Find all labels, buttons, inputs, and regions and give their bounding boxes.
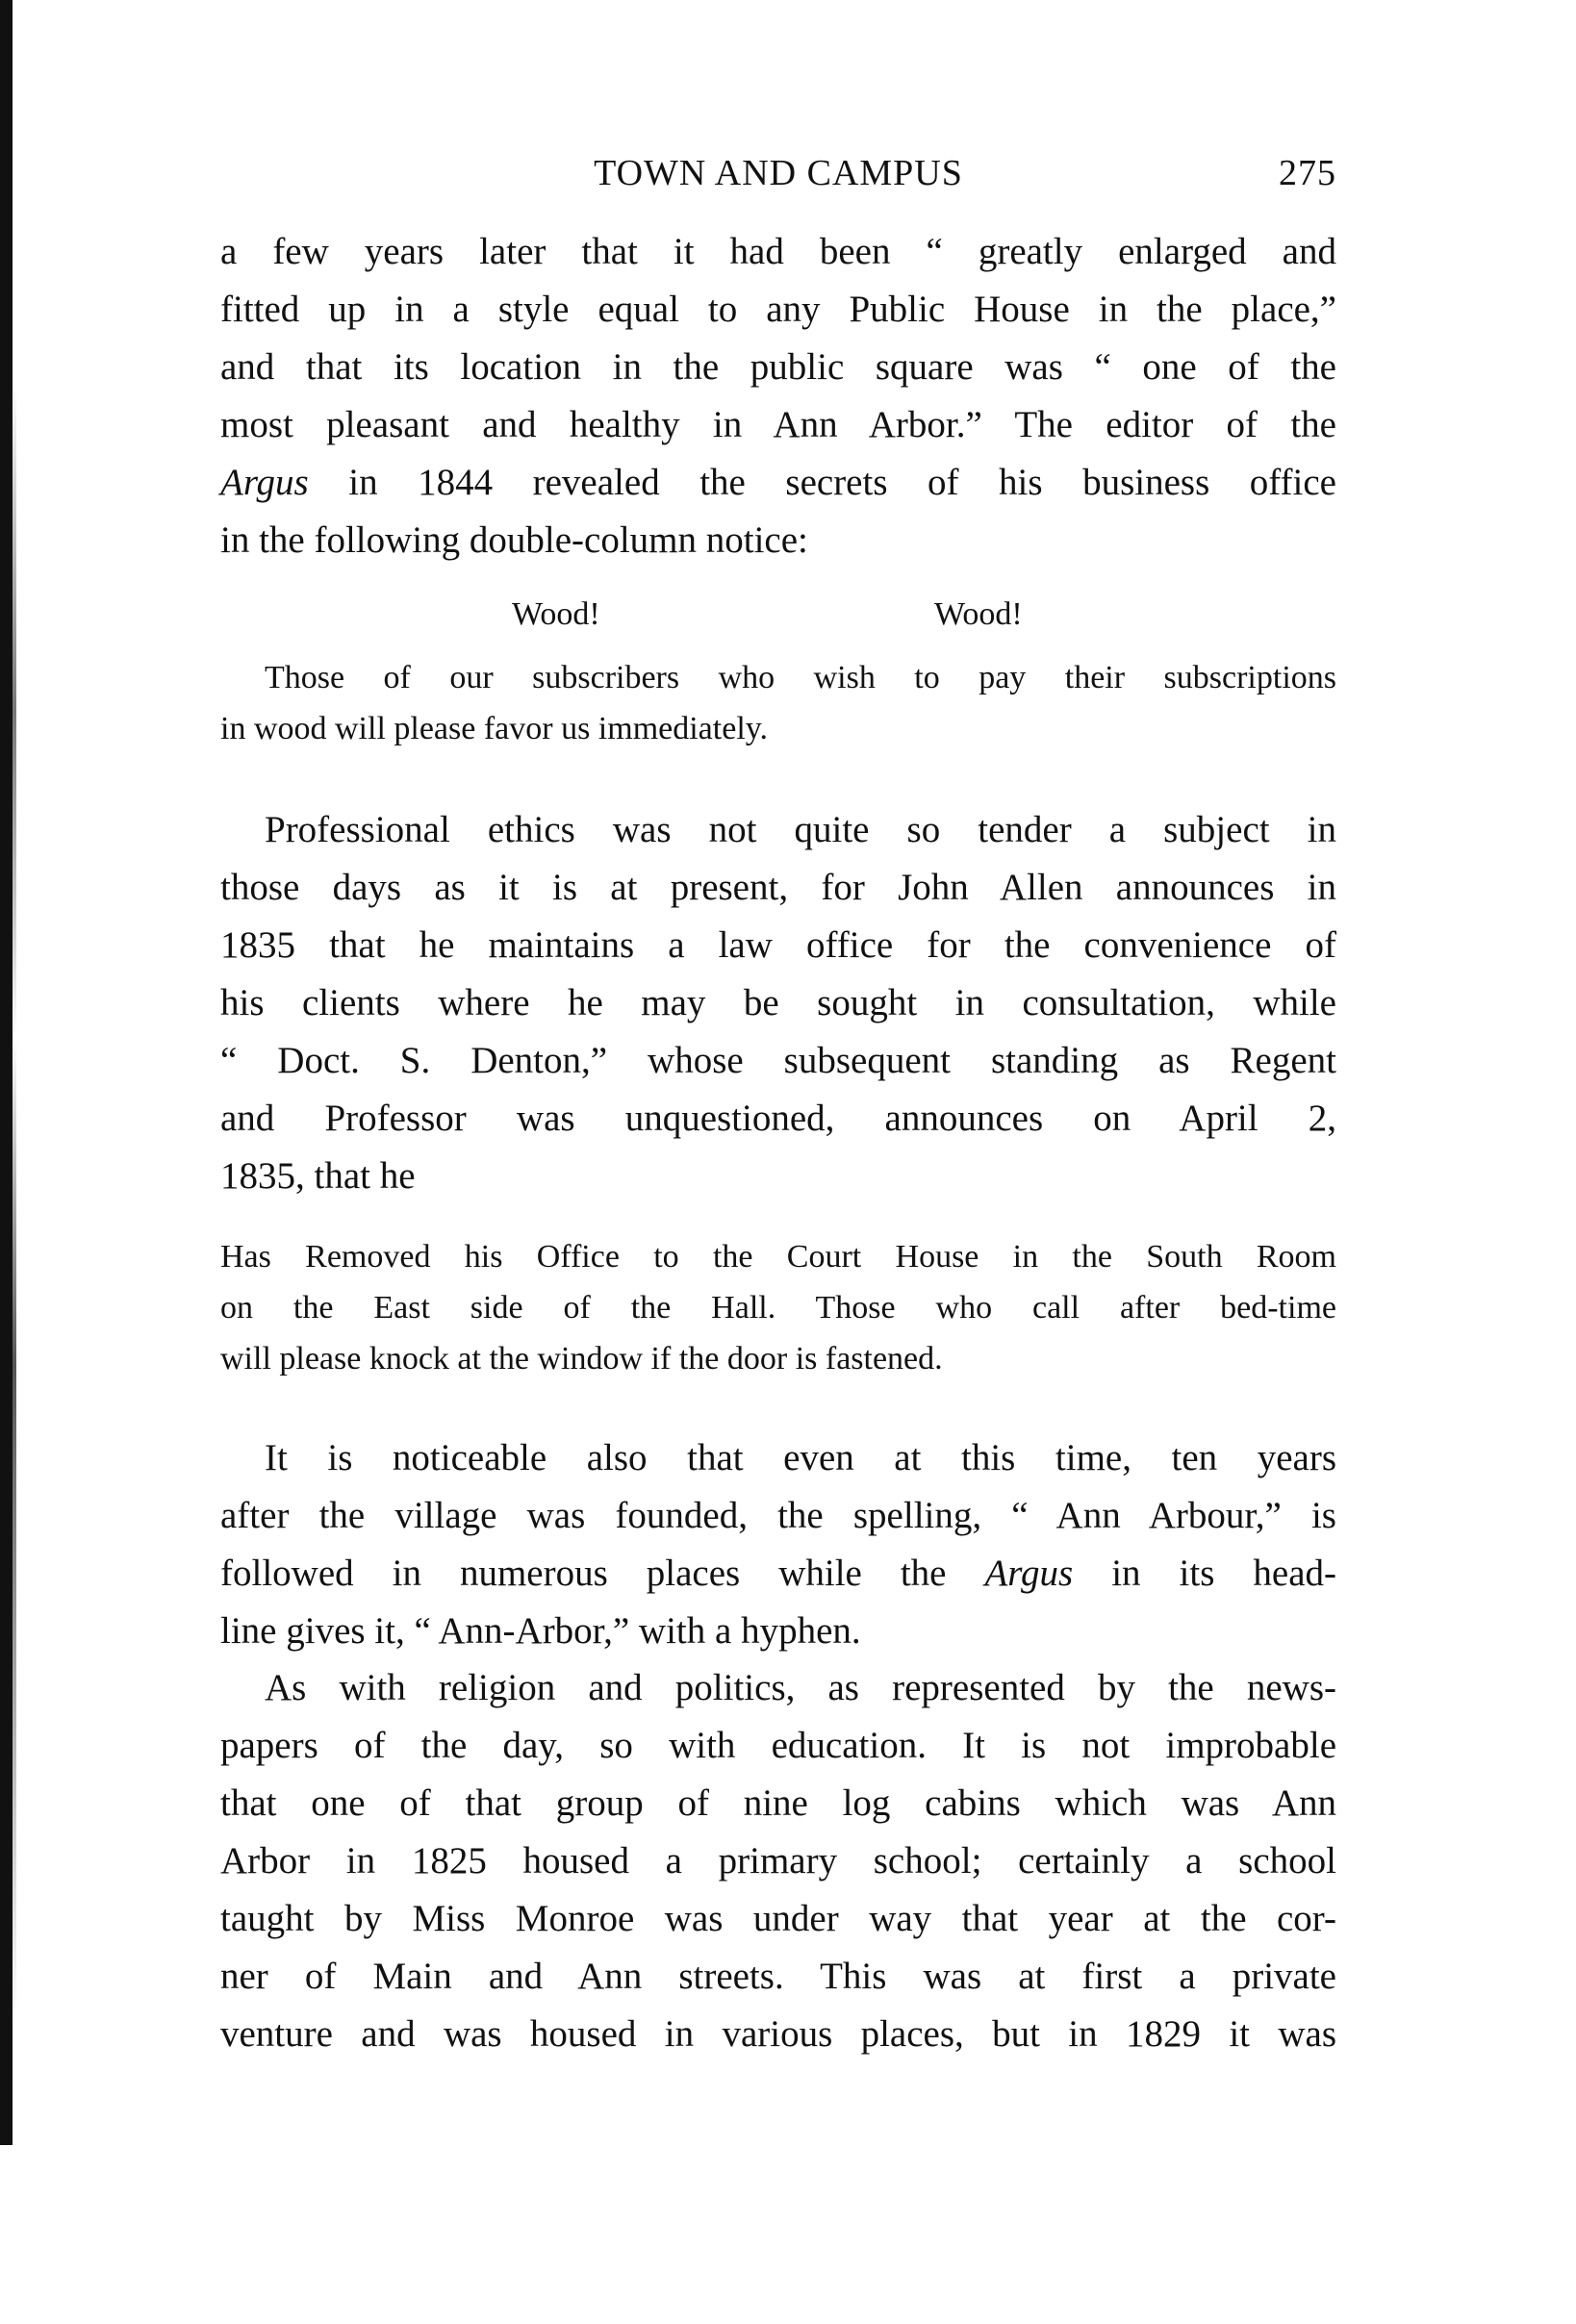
text-line: his clients where he may be sought in consultation, while <box>220 982 1336 1023</box>
text-line: ner of Main and Ann streets. This was at first a private <box>220 1956 1336 1997</box>
text-line: “ Doct. S. Denton,” whose subsequent standing as Regent <box>220 1040 1336 1081</box>
text-line: those days as it is at present, for John Allen announces in <box>220 867 1336 908</box>
text-line: after the village was founded, the spelling, “ Ann Arbour,” is <box>220 1495 1336 1536</box>
text-line <box>220 454 1336 512</box>
paragraph <box>220 801 1336 1205</box>
text-line: Arbor in 1825 housed a primary school; certainly a school <box>220 1840 1336 1882</box>
italic-title: Argus <box>220 462 309 503</box>
text-line: Those of our subscribers who wish to pay their subscriptions <box>265 660 1336 695</box>
quoted-notice <box>220 652 1336 754</box>
running-title: TOWN AND CAMPUS <box>594 153 963 193</box>
text-line: on the East side of the Hall. Those who call after bed-time <box>220 1290 1336 1326</box>
text-line: taught by Miss Monroe was under way that year at the cor- <box>220 1898 1336 1939</box>
page-edge-shadow <box>0 0 13 2145</box>
text-line: most pleasant and healthy in Ann Arbor.” The editor of the <box>220 404 1336 445</box>
text-line: papers of the day, so with education. It is not improbable <box>220 1725 1336 1766</box>
text-line: 1835, that he <box>220 1155 416 1197</box>
text-line <box>220 1545 1336 1603</box>
italic-title: Argus <box>984 1553 1074 1594</box>
text-line: line gives it, “ Ann-Arbor,” with a hyphen. <box>220 1610 861 1652</box>
text-line: fitted up in a style equal to any Public House in the place,” <box>220 289 1336 330</box>
running-header <box>220 152 1336 200</box>
notice-heading-right: Wood! <box>934 596 1023 632</box>
text-line: and Professor was unquestioned, announces on April 2, <box>220 1098 1336 1139</box>
page-number: 275 <box>1279 153 1336 193</box>
paragraph <box>220 1429 1336 1660</box>
text-line: in the following double-column notice: <box>220 519 808 561</box>
notice-heading-left: Wood! <box>512 596 600 632</box>
text-line: Has Removed his Office to the Court House in the South Room <box>220 1239 1336 1275</box>
text-line: and that its location in the public square was “ one of the <box>220 346 1336 388</box>
text-line: It is noticeable also that even at this time, ten years <box>265 1437 1336 1478</box>
text-line: that one of that group of nine log cabins which was Ann <box>220 1782 1336 1824</box>
text-line: venture and was housed in various places, but in 1829 it was <box>220 2013 1336 2055</box>
text-line: As with religion and politics, as represented by the news- <box>265 1667 1336 1708</box>
text-span: followed in numerous places while the <box>220 1553 985 1594</box>
paragraph <box>220 1659 1336 2063</box>
quoted-notice <box>220 1231 1336 1384</box>
paragraph <box>220 223 1336 569</box>
text-line: a few years later that it had been “ greatly enlarged and <box>220 231 1336 272</box>
text-line: will please knock at the window if the door is fastened. <box>220 1341 943 1377</box>
text-span: in its head- <box>1073 1553 1336 1594</box>
text-span: in 1844 revealed the secrets of his business office <box>308 462 1336 503</box>
text-line: 1835 that he maintains a law office for the convenience of <box>220 924 1336 966</box>
text-line: Professional ethics was not quite so tender a subject in <box>265 809 1336 850</box>
text-line: in wood will please favor us immediately. <box>220 711 769 746</box>
page-edge-shadow <box>13 385 16 2020</box>
notice-heading <box>220 596 1336 644</box>
